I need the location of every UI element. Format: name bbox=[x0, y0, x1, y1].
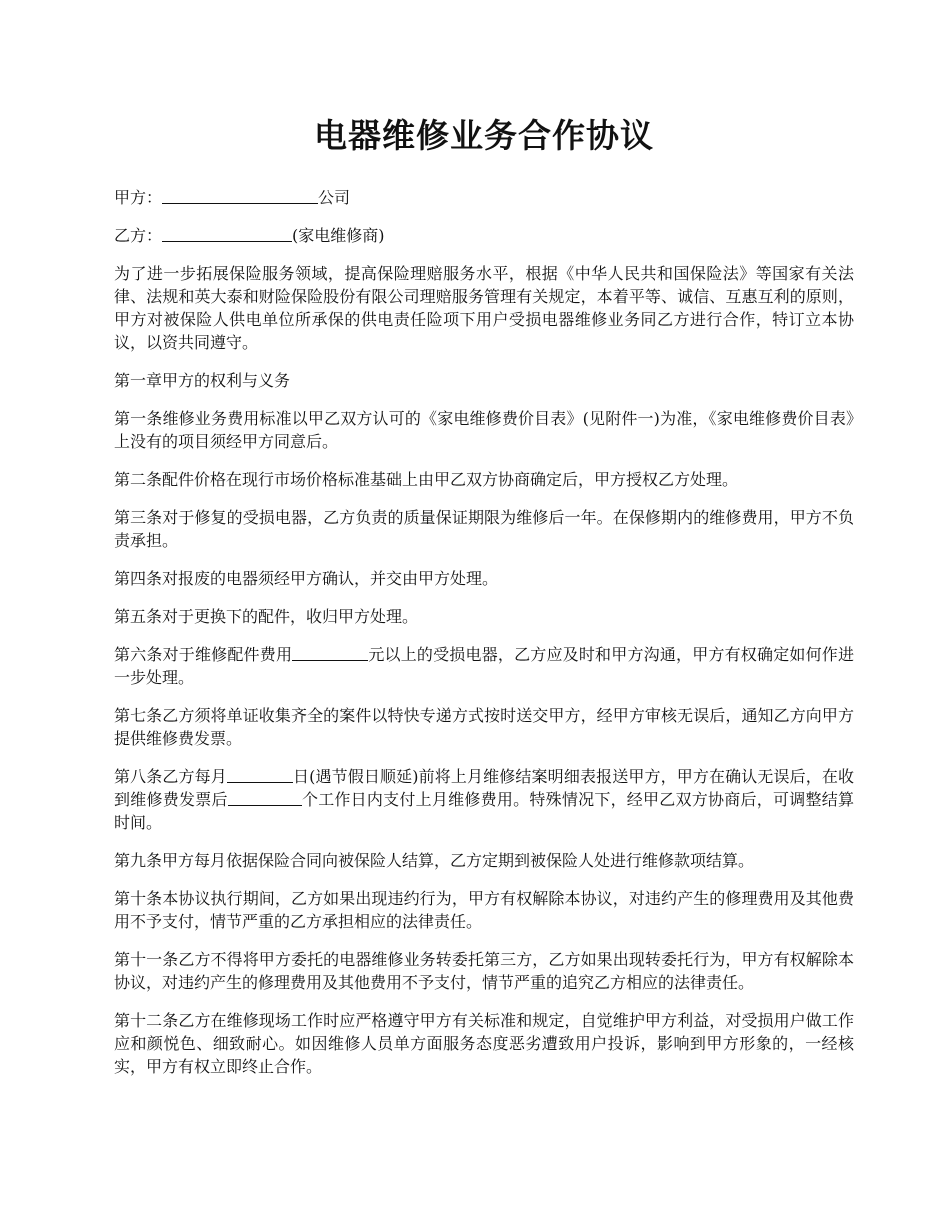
article-11: 第十一条乙方不得将甲方委托的电器维修业务转委托第三方，乙方如果出现转委托行为，甲方有权解除本协议，对违约产生的修理费用及其他费用不予支付，情节严重的追究乙方相应的法律责任。 bbox=[114, 950, 854, 992]
party-b-label: 乙方： bbox=[114, 226, 163, 245]
article-8 bbox=[114, 765, 854, 834]
article-12: 第十二条乙方在维修现场工作时应严格遵守甲方有关标准和规定，自觉维护甲方利益，对受损用户做工作应和颜悦色、细致耐心。如因维修人员单方面服务态度恶劣遭致用户投诉，影响到甲方形象的，一经核实，甲方有权立即终止合作。 bbox=[114, 1011, 854, 1076]
article-9: 第九条甲方每月依据保险合同向被保险人结算，乙方定期到被保险人处进行维修款项结算。 bbox=[114, 851, 755, 870]
article-6-amount-blank bbox=[292, 644, 368, 661]
article-4: 第四条对报废的电器须经甲方确认，并交由甲方处理。 bbox=[114, 569, 499, 588]
article-6 bbox=[114, 643, 854, 689]
article-8-workday-blank bbox=[228, 789, 302, 806]
party-b-suffix: (家电维修商) bbox=[292, 226, 385, 245]
party-b-line bbox=[114, 224, 854, 247]
article-6-before: 第六条对于维修配件费用 bbox=[114, 645, 293, 664]
party-a-suffix: 公司 bbox=[318, 188, 351, 207]
article-5: 第五条对于更换下的配件，收归甲方处理。 bbox=[114, 607, 419, 626]
article-6-after: 元以上的受损电器，乙方应及时和甲方沟通，甲方有权确定如何作进一步处理。 bbox=[114, 645, 854, 687]
article-8-part2: 日(遇节假日顺延)前将上月维修结案明细表报送甲方，甲方在确认无误后，在收到维修费发票后 bbox=[114, 767, 854, 809]
party-a-blank bbox=[162, 187, 318, 204]
document-page bbox=[114, 108, 854, 1093]
article-7: 第七条乙方须将单证收集齐全的案件以特快专递方式按时送交甲方，经甲方审核无误后，通知乙方向甲方提供维修费发票。 bbox=[114, 706, 854, 748]
party-b-blank bbox=[162, 225, 292, 242]
party-a-line bbox=[114, 186, 854, 209]
article-10: 第十条本协议执行期间，乙方如果出现违约行为，甲方有权解除本协议，对违约产生的修理费用及其他费用不予支付，情节严重的乙方承担相应的法律责任。 bbox=[114, 889, 854, 931]
article-3: 第三条对于修复的受损电器，乙方负责的质量保证期限为维修后一年。在保修期内的维修费用，甲方不负责承担。 bbox=[114, 508, 854, 550]
article-8-day-blank bbox=[227, 766, 293, 783]
article-1: 第一条维修业务费用标准以甲乙双方认可的《家电维修费价目表》(见附件一)为准，《家电维修费价目表》上没有的项目须经甲方同意后。 bbox=[114, 409, 854, 451]
party-a-label: 甲方： bbox=[114, 188, 163, 207]
preamble: 为了进一步拓展保险服务领域，提高保险理赔服务水平，根据《中华人民共和国保险法》等国家有关法律、法规和英大泰和财险保险股份有限公司理赔服务管理有关规定，本着平等、诚信、互惠互利的原则，甲方对被保险人供电单位所承保的供电责任险项下用户受损电器维修业务同乙方进行合作，特订立本协议，以资共同遵守。 bbox=[114, 264, 854, 352]
article-8-part3: 个工作日内支付上月维修费用。特殊情况下，经甲乙双方协商后，可调整结算时间。 bbox=[114, 790, 854, 832]
document-title: 电器维修业务合作协议 bbox=[314, 116, 654, 155]
article-8-part1: 第八条乙方每月 bbox=[114, 767, 227, 786]
chapter-heading: 第一章甲方的权利与义务 bbox=[114, 371, 291, 390]
article-2: 第二条配件价格在现行市场价格标准基础上由甲乙双方协商确定后，甲方授权乙方处理。 bbox=[114, 470, 739, 489]
